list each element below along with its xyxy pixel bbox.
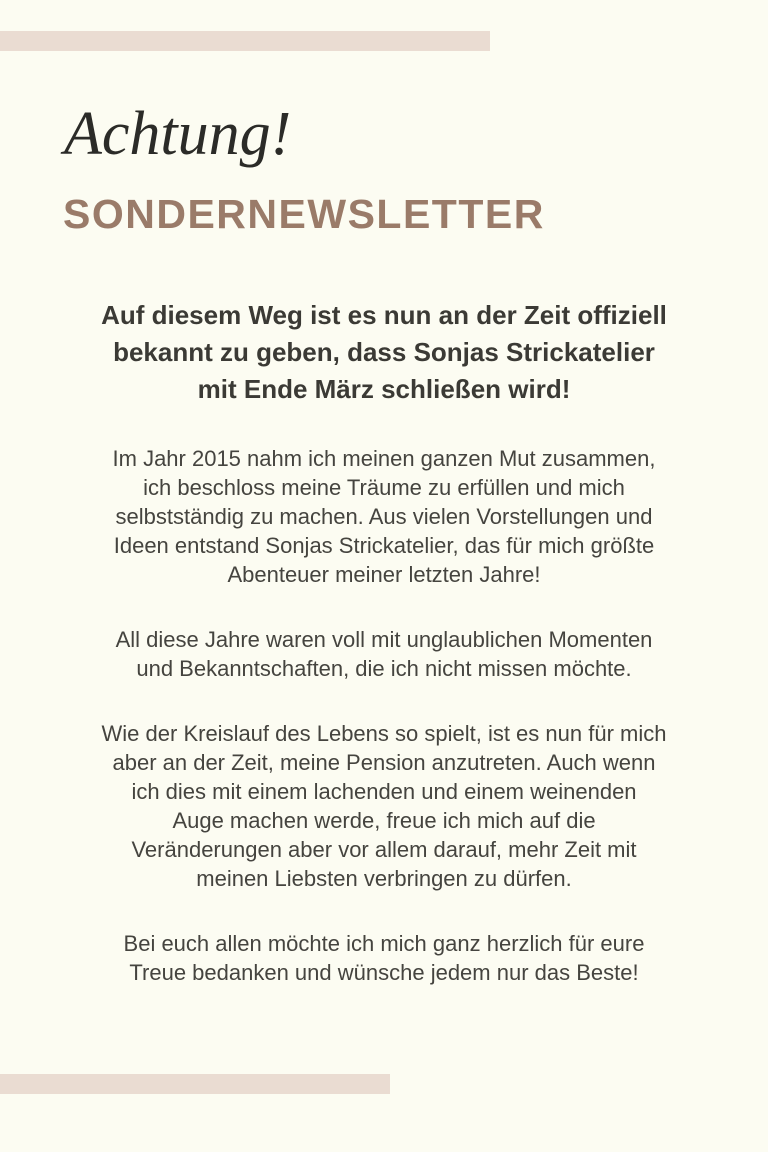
closing-announcement: Auf diesem Weg ist es nun an der Zeit offiziell bekannt zu geben, dass Sonjas Strickatelier mit Ende März schließen wird!	[101, 300, 667, 405]
paragraph-retirement: Wie der Kreislauf des Lebens so spielt, ist es nun für mich aber an der Zeit, meine Pension anzutreten. Auch wenn ich dies mit einem lachenden und einem weinenden Auge machen werde, freue ich mich auf die Veränderungen aber vor allem darauf, mehr Zeit mit meinen Liebsten verbringen zu dürfen.	[101, 721, 667, 892]
bottom-accent-bar	[0, 1074, 390, 1094]
paragraph-founding-story: Im Jahr 2015 nahm ich meinen ganzen Mut zusammen, ich beschloss meine Träume zu erfüllen und mich selbstständig zu machen. Aus vielen Vorstellungen und Ideen entstand Sonjas Strickatelier, das für mich größte Abenteuer meiner letzten Jahre!	[112, 446, 656, 588]
page-title: Achtung!	[64, 100, 292, 168]
paragraph-memories: All diese Jahre waren voll mit unglaublichen Momenten und Bekanntschaften, die ich nicht missen möchte.	[115, 627, 653, 682]
page-subtitle: SONDERNEWSLETTER	[63, 191, 545, 238]
paragraph-thanks: Bei euch allen möchte ich mich ganz herzlich für eure Treue bedanken und wünsche jedem nur das Beste!	[123, 931, 645, 986]
